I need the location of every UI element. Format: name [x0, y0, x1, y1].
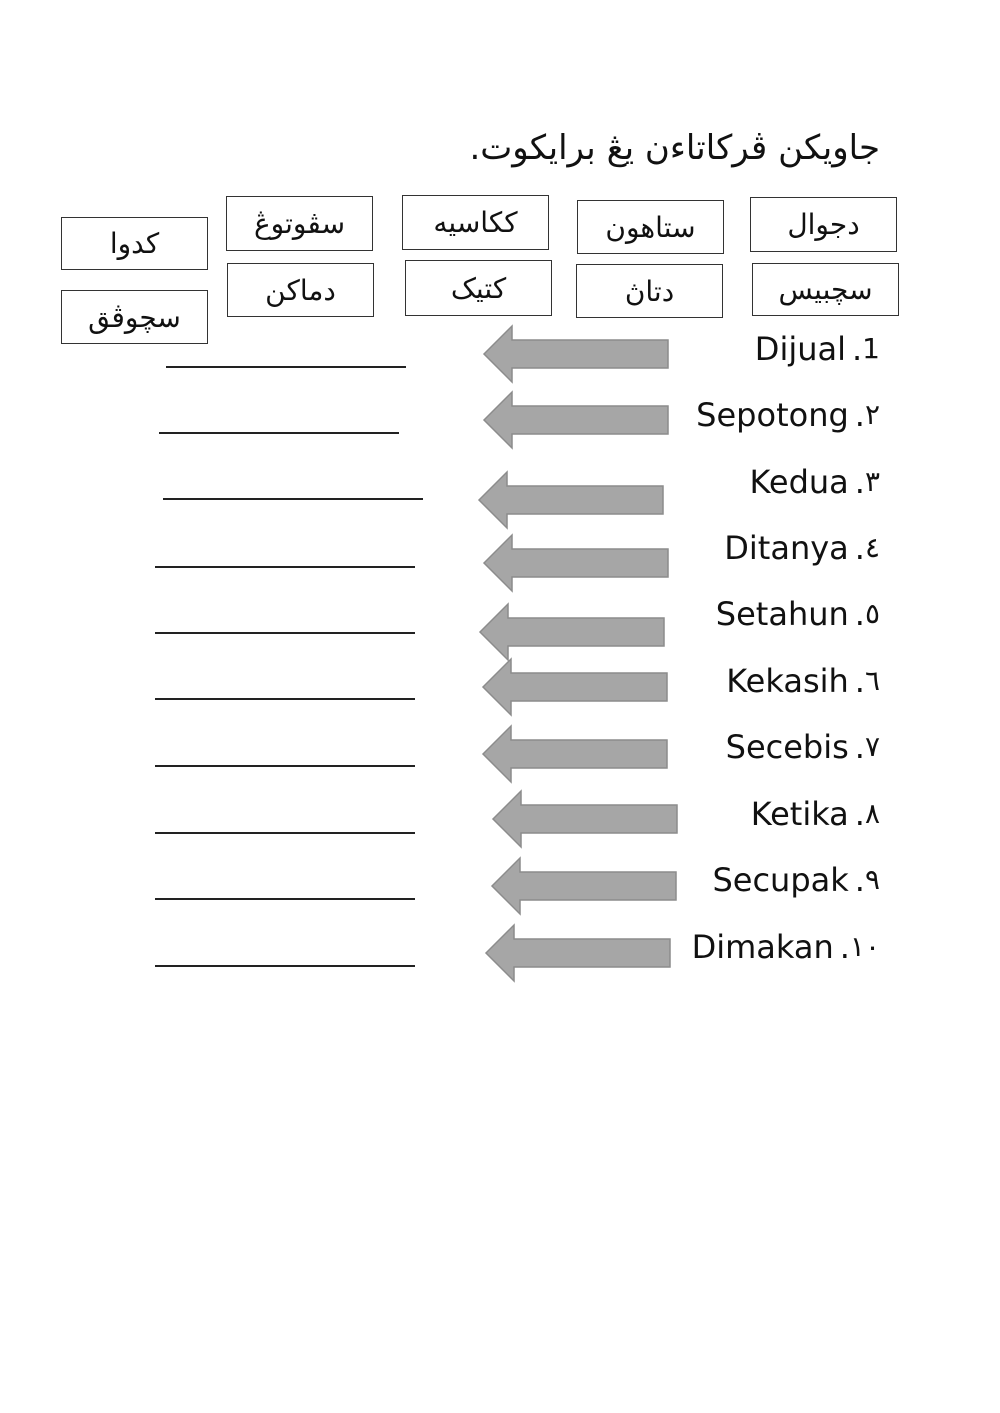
- word-bank-box[interactable]: دجوال: [750, 197, 897, 252]
- item-label: Dijual . 1: [755, 327, 880, 371]
- item-number: 1: [862, 332, 880, 365]
- item-word: Ditanya: [724, 529, 849, 567]
- left-arrow-icon: [490, 856, 680, 916]
- item-word: Sepotong: [696, 396, 849, 434]
- answer-blank[interactable]: [155, 965, 415, 967]
- item-word: Setahun: [715, 595, 849, 633]
- worksheet-title: جاويكن ڤركاتاءن يڠ برايكوت.: [469, 128, 880, 168]
- left-arrow-icon: [482, 390, 672, 450]
- word-bank-box[interactable]: ككاسيه: [402, 195, 549, 250]
- left-arrow-icon: [477, 470, 667, 530]
- word-bank-box[interactable]: سچبيس: [752, 263, 899, 316]
- item-label: Ketika . ٨: [751, 792, 880, 836]
- left-arrow-icon: [481, 657, 671, 717]
- item-number: ٧: [864, 730, 880, 763]
- item-label: Sepotong . ٢: [696, 393, 880, 437]
- item-number: ٤: [864, 531, 880, 564]
- item-number: ٦: [864, 664, 880, 697]
- answer-blank[interactable]: [163, 498, 423, 500]
- word-bank-box[interactable]: سڤوتوڠ: [226, 196, 373, 251]
- left-arrow-icon: [482, 533, 672, 593]
- item-word: Ketika: [750, 795, 849, 833]
- item-word: Kekasih: [726, 662, 849, 700]
- item-number: ٢: [864, 398, 880, 431]
- answer-blank[interactable]: [155, 632, 415, 634]
- answer-blank[interactable]: [166, 366, 406, 368]
- answer-blank[interactable]: [155, 832, 415, 834]
- answer-blank[interactable]: [155, 698, 415, 700]
- item-label: Kekasih . ٦: [726, 659, 880, 703]
- item-number: ٨: [864, 797, 880, 830]
- item-label: Kedua . ٣: [750, 460, 881, 504]
- left-arrow-icon: [481, 724, 671, 784]
- left-arrow-icon: [482, 324, 672, 384]
- item-word: Secupak: [712, 861, 849, 899]
- item-word: Kedua: [749, 463, 849, 501]
- item-word: Dimakan: [691, 928, 834, 966]
- item-label: Dimakan . ١٠: [692, 925, 880, 969]
- item-word: Secebis: [725, 728, 849, 766]
- answer-blank[interactable]: [159, 432, 399, 434]
- left-arrow-icon: [478, 602, 668, 662]
- answer-blank[interactable]: [155, 566, 415, 568]
- item-number: ٥: [864, 597, 880, 630]
- word-bank-box[interactable]: ستاهون: [577, 200, 724, 254]
- item-number: ٩: [864, 863, 880, 896]
- item-label: Ditanya . ٤: [724, 526, 880, 570]
- word-bank-box[interactable]: دماكن: [227, 263, 374, 317]
- answer-blank[interactable]: [155, 765, 415, 767]
- item-label: Secebis . ٧: [726, 725, 880, 769]
- word-bank-box[interactable]: سچوڤق: [61, 290, 208, 344]
- word-bank-box[interactable]: كدوا: [61, 217, 208, 270]
- item-number: ٣: [864, 465, 880, 498]
- answer-blank[interactable]: [155, 898, 415, 900]
- item-label: Secupak . ٩: [712, 858, 880, 902]
- word-bank-box[interactable]: كتيک: [405, 260, 552, 316]
- item-label: Setahun . ٥: [716, 592, 880, 636]
- item-word: Dijual: [754, 330, 846, 368]
- word-bank-box[interactable]: دتاڽ: [576, 264, 723, 318]
- left-arrow-icon: [491, 789, 681, 849]
- item-number: ١٠: [849, 930, 880, 963]
- left-arrow-icon: [484, 923, 674, 983]
